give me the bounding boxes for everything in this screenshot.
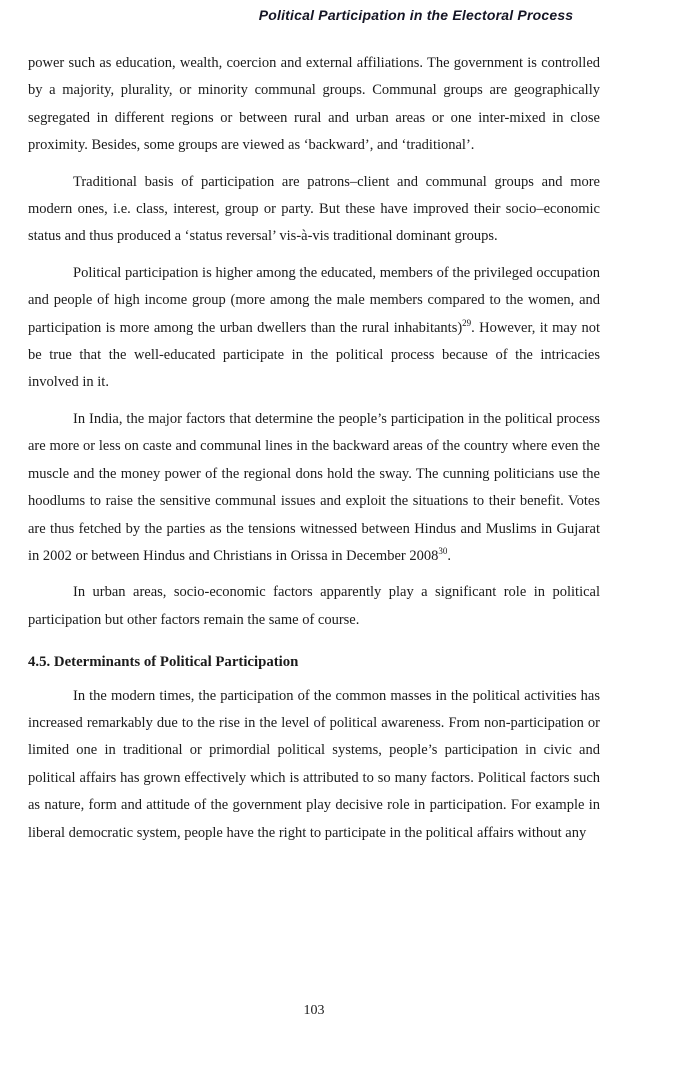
running-head-title: Political Participation in the Electoral Process: [258, 7, 574, 23]
paragraph-text: .: [447, 547, 451, 564]
paragraph-text: Traditional basis of participation are patrons–client and communal groups and more modern ones, i.e. class, interest, group or party. But these have improved their socio–economic status and thus produced a ‘status reversal’ vis-à-vis traditional dominant groups.: [28, 173, 600, 245]
footnote-reference: 30: [438, 546, 448, 557]
paragraph-text: power such as education, wealth, coercion and external affiliations. The government is controlled by a majority, plurality, or minority communal groups. Communal groups are geographically segregated in different regions or between rural and urban areas or one inter-mixed in close proximity. Besides, some groups are viewed as ‘backward’, and ‘traditional’.: [28, 55, 600, 154]
paragraph-text: Political participation is higher among the educated, members of the privileged occupation and people of high income group (more among the male members compared to the women, and participation is more among the urban dwellers than the rural inhabitants): [28, 264, 600, 336]
paragraph-text: In India, the major factors that determine the people’s participation in the political process are more or less on caste and communal lines in the backward areas of the country where even the muscle and the money power of the regional dons hold the sway. The cunning politicians use the hoodlums to raise the sensitive communal issues and exploit the situations to their benefit. Votes are thus fetched by the parties as the tensions witnessed between Hindus and Muslims in Gujarat in 2002 or between Hindus and Christians in Orissa in December 2008: [28, 410, 600, 564]
paragraph-text: . However, it may not be true that the well-educated participate in the political process because of the intricacies involved in it.: [28, 319, 600, 391]
paragraph-text: In urban areas, socio-economic factors apparently play a significant role in political participation but other factors remain the same of course.: [28, 584, 600, 628]
body-paragraph: [28, 579, 600, 634]
body-paragraph: [28, 50, 600, 160]
body-paragraph: [28, 169, 600, 251]
body-paragraph: [28, 683, 600, 847]
section-heading: 4.5. Determinants of Political Participation: [28, 654, 299, 671]
paragraph-text: In the modern times, the participation of the common masses in the political activities has increased remarkably due to the rise in the level of political awareness. From non-participation or limited one in traditional or primordial political systems, people’s participation in civic and political affairs has grown effectively which is attributed to so many factors. Political factors such as nature, form and attitude of the government play decisive role in participation. For example in liberal democratic system, people have the right to participate in the political affairs without any: [28, 687, 600, 841]
text-block: [28, 50, 600, 856]
body-paragraph: [28, 406, 600, 570]
body-paragraph: [28, 260, 600, 397]
footnote-reference: 29: [462, 317, 472, 328]
page-number: 103: [303, 1003, 325, 1018]
